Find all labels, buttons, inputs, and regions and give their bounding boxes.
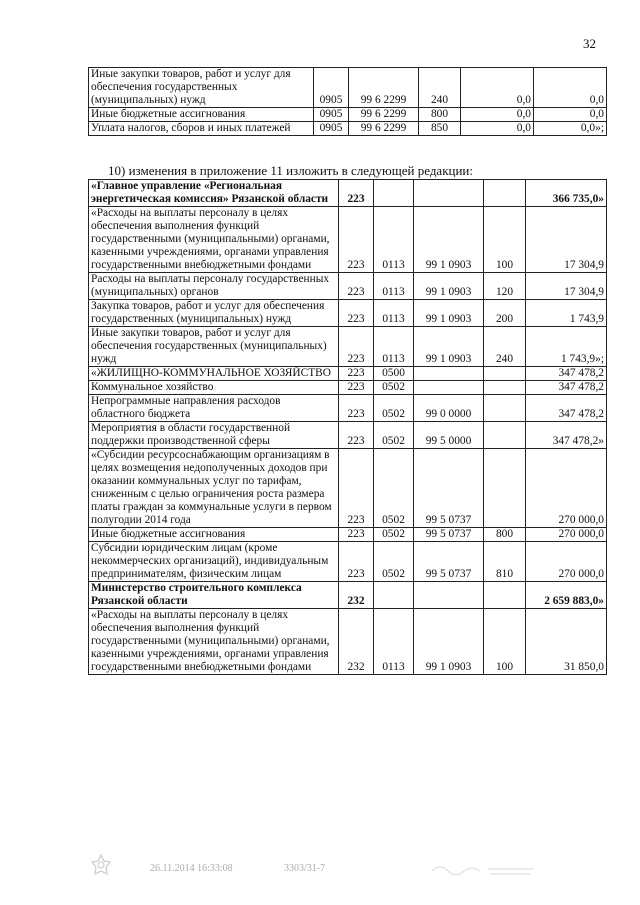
cell-ved: 223 bbox=[339, 180, 374, 207]
cell-sum: 347 478,2 bbox=[526, 395, 607, 422]
page-number: 32 bbox=[583, 36, 596, 51]
cell-vr: 800 bbox=[484, 528, 526, 542]
cell-name: Закупка товаров, работ и услуг для обеспечения государственных (муниципальных) нужд bbox=[89, 300, 339, 327]
table-row bbox=[89, 273, 607, 300]
cell-sum: 347 478,2 bbox=[526, 381, 607, 395]
cell-name: «Субсидии ресурсоснабжающим организациям в целях возмещения недополученных доходов при оказании коммунальных услуг по тарифам, сниженным с целью ограничения роста размера платы граждан за коммунальные услуги в первом полугодии 2014 года bbox=[89, 449, 339, 528]
cell-name: «ЖИЛИЩНО-КОММУНАЛЬНОЕ ХОЗЯЙСТВО bbox=[89, 367, 339, 381]
cell-sum: 366 735,0» bbox=[526, 180, 607, 207]
cell-rz: 0113 bbox=[374, 207, 414, 273]
table-row bbox=[89, 300, 607, 327]
cell-sum: 270 000,0 bbox=[526, 449, 607, 528]
cell-rz: 0113 bbox=[374, 609, 414, 675]
budget-table-appendix-11 bbox=[88, 179, 607, 675]
cell-rz: 0502 bbox=[374, 528, 414, 542]
cell-name: Субсидии юридическим лицам (кроме некоммерческих организаций), индивидуальным предпринимателям, физическим лицам bbox=[89, 542, 339, 582]
document-footer bbox=[88, 853, 588, 883]
emblem-icon bbox=[88, 853, 114, 879]
cell-name: Расходы на выплаты персоналу государственных (муниципальных) органов bbox=[89, 273, 339, 300]
cell-rz: 0113 bbox=[374, 300, 414, 327]
footer-code: 3303/31-7 bbox=[284, 863, 326, 874]
cell-ved: 223 bbox=[339, 528, 374, 542]
amendment-intro: 10) изменения в приложение 11 изложить в следующей редакции: bbox=[108, 163, 473, 178]
cell-sum-1: 0,0 bbox=[461, 108, 534, 122]
table-row bbox=[89, 609, 607, 675]
cell-ved: 223 bbox=[339, 395, 374, 422]
cell-sum-1: 0,0 bbox=[461, 122, 534, 136]
cell-name: Иные закупки товаров, работ и услуг для обеспечения государственных (муниципальных) нужд bbox=[89, 327, 339, 367]
cell-csr: 99 1 0903 bbox=[414, 327, 484, 367]
cell-sum: 17 304,9 bbox=[526, 273, 607, 300]
cell-vr bbox=[484, 180, 526, 207]
cell-csr: 99 6 2299 bbox=[349, 122, 419, 136]
table-row bbox=[89, 395, 607, 422]
cell-rz: 0113 bbox=[374, 327, 414, 367]
table-row bbox=[89, 68, 607, 108]
table-row bbox=[89, 207, 607, 273]
cell-vr: 240 bbox=[419, 68, 461, 108]
cell-name: «Главное управление «Региональная энергетическая комиссия» Рязанской области bbox=[89, 180, 339, 207]
cell-sum-1: 0,0 bbox=[461, 68, 534, 108]
cell-name: «Расходы на выплаты персоналу в целях обеспечения выполнения функций государственными (муниципальными) органами, казенными учреждениями, органами управления государственными внебюджетными фондами bbox=[89, 207, 339, 273]
cell-rz bbox=[374, 582, 414, 609]
cell-rz: 0502 bbox=[374, 449, 414, 528]
cell-ved: 223 bbox=[339, 542, 374, 582]
cell-sum: 347 478,2 bbox=[526, 367, 607, 381]
budget-table-continued bbox=[88, 67, 607, 136]
cell-rz: 0502 bbox=[374, 542, 414, 582]
cell-sum-2: 0,0»; bbox=[534, 122, 607, 136]
cell-sum: 270 000,0 bbox=[526, 542, 607, 582]
cell-ved: 0905 bbox=[314, 122, 349, 136]
cell-name: Иные закупки товаров, работ и услуг для обеспечения государственных (муниципальных) нужд bbox=[89, 68, 314, 108]
table-row bbox=[89, 180, 607, 207]
cell-ved: 223 bbox=[339, 207, 374, 273]
cell-rz: 0502 bbox=[374, 381, 414, 395]
table-row bbox=[89, 381, 607, 395]
cell-vr: 100 bbox=[484, 207, 526, 273]
cell-ved: 0905 bbox=[314, 68, 349, 108]
cell-sum-2: 0,0 bbox=[534, 68, 607, 108]
cell-csr: 99 1 0903 bbox=[414, 273, 484, 300]
table-row bbox=[89, 528, 607, 542]
cell-vr: 200 bbox=[484, 300, 526, 327]
cell-csr: 99 1 0903 bbox=[414, 300, 484, 327]
cell-vr bbox=[484, 422, 526, 449]
cell-vr bbox=[484, 367, 526, 381]
faded-signature-mark bbox=[430, 859, 540, 879]
table-row bbox=[89, 327, 607, 367]
cell-name: Иные бюджетные ассигнования bbox=[89, 528, 339, 542]
cell-vr bbox=[484, 395, 526, 422]
cell-sum: 1 743,9 bbox=[526, 300, 607, 327]
cell-sum: 347 478,2» bbox=[526, 422, 607, 449]
cell-csr bbox=[414, 381, 484, 395]
cell-sum: 270 000,0 bbox=[526, 528, 607, 542]
cell-sum: 1 743,9»; bbox=[526, 327, 607, 367]
cell-ved: 223 bbox=[339, 367, 374, 381]
cell-csr bbox=[414, 367, 484, 381]
cell-ved: 232 bbox=[339, 609, 374, 675]
table-row bbox=[89, 422, 607, 449]
cell-csr: 99 5 0737 bbox=[414, 449, 484, 528]
cell-vr: 800 bbox=[419, 108, 461, 122]
table-row bbox=[89, 582, 607, 609]
cell-sum: 2 659 883,0» bbox=[526, 582, 607, 609]
cell-sum: 17 304,9 bbox=[526, 207, 607, 273]
cell-vr: 810 bbox=[484, 542, 526, 582]
cell-ved: 223 bbox=[339, 381, 374, 395]
cell-csr: 99 5 0000 bbox=[414, 422, 484, 449]
cell-ved: 223 bbox=[339, 422, 374, 449]
cell-rz: 0502 bbox=[374, 422, 414, 449]
cell-rz: 0500 bbox=[374, 367, 414, 381]
cell-vr: 850 bbox=[419, 122, 461, 136]
cell-rz bbox=[374, 180, 414, 207]
cell-ved: 223 bbox=[339, 300, 374, 327]
footer-date: 26.11.2014 16:33:08 bbox=[150, 863, 233, 874]
cell-sum-2: 0,0 bbox=[534, 108, 607, 122]
cell-vr bbox=[484, 582, 526, 609]
cell-ved: 223 bbox=[339, 273, 374, 300]
cell-csr: 99 1 0903 bbox=[414, 207, 484, 273]
cell-vr bbox=[484, 381, 526, 395]
cell-csr: 99 0 0000 bbox=[414, 395, 484, 422]
cell-name: Коммунальное хозяйство bbox=[89, 381, 339, 395]
cell-csr: 99 6 2299 bbox=[349, 108, 419, 122]
table-row bbox=[89, 542, 607, 582]
cell-name: «Расходы на выплаты персоналу в целях обеспечения выполнения функций государственными (муниципальными) органами, казенными учреждениями, органами управления государственными внебюджетными фондами bbox=[89, 609, 339, 675]
table-row bbox=[89, 108, 607, 122]
cell-vr: 120 bbox=[484, 273, 526, 300]
cell-csr bbox=[414, 582, 484, 609]
cell-vr: 240 bbox=[484, 327, 526, 367]
table-row bbox=[89, 367, 607, 381]
cell-csr bbox=[414, 180, 484, 207]
cell-rz: 0113 bbox=[374, 273, 414, 300]
cell-name: Иные бюджетные ассигнования bbox=[89, 108, 314, 122]
cell-ved: 232 bbox=[339, 582, 374, 609]
cell-name: Мероприятия в области государственной поддержки производственной сферы bbox=[89, 422, 339, 449]
cell-ved: 223 bbox=[339, 327, 374, 367]
cell-csr: 99 6 2299 bbox=[349, 68, 419, 108]
table-row bbox=[89, 449, 607, 528]
cell-ved: 223 bbox=[339, 449, 374, 528]
cell-csr: 99 5 0737 bbox=[414, 542, 484, 582]
cell-csr: 99 5 0737 bbox=[414, 528, 484, 542]
cell-name: Уплата налогов, сборов и иных платежей bbox=[89, 122, 314, 136]
table-row bbox=[89, 122, 607, 136]
cell-name: Министерство строительного комплекса Рязанской области bbox=[89, 582, 339, 609]
cell-ved: 0905 bbox=[314, 108, 349, 122]
cell-name: Непрограммные направления расходов областного бюджета bbox=[89, 395, 339, 422]
cell-sum: 31 850,0 bbox=[526, 609, 607, 675]
cell-vr: 100 bbox=[484, 609, 526, 675]
cell-vr bbox=[484, 449, 526, 528]
cell-rz: 0502 bbox=[374, 395, 414, 422]
cell-csr: 99 1 0903 bbox=[414, 609, 484, 675]
